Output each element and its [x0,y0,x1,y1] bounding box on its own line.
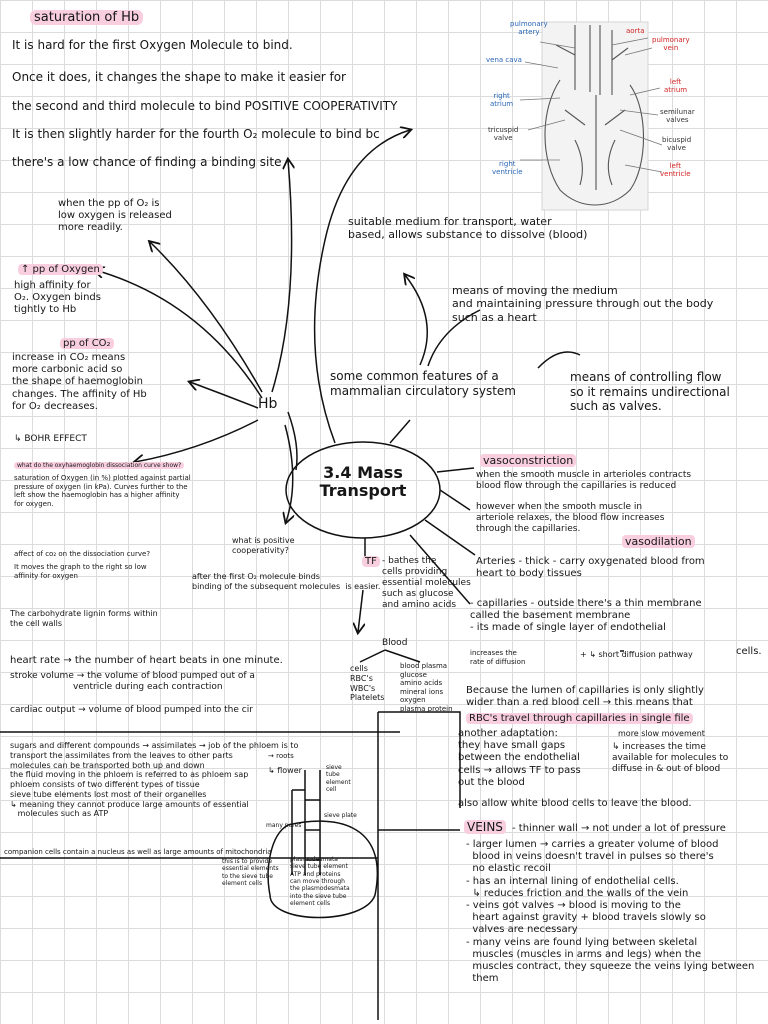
label-tricuspid-valve: tricuspid valve [488,126,519,143]
hb-arrow-saturation [272,160,292,392]
common-to-controlling [538,352,580,368]
vaso-text-1: when the smooth muscle in arterioles contracts blood flow through the capillaries is reduced [476,470,692,491]
center-title: 3.4 Mass Transport [319,463,407,501]
center-to-vaso2 [440,490,470,510]
saturation-line-2: Once it does, it changes the shape to make it easier for [12,70,346,84]
blood-cells: cells RBC's WBC's Platelets [350,664,385,703]
hb-arrow-pp-low [150,242,262,392]
capillary-adaptation: another adaptation: they have small gaps between the endothelial cells → allows TF to pass out the blood [458,728,581,788]
vaso-heading [480,454,576,467]
veins-head: VEINS [464,820,506,834]
saturation-line-5: there's a low chance of finding a binding site [12,155,282,169]
pp-high-text: high affinity for O₂. Oxygen binds tightly to Hb [14,280,101,316]
saturation-line-4: It is then slightly harder for the fourth O₂ molecule to bind bc [12,127,380,141]
tf-block [362,556,380,568]
capillary-increases-time: ↳ increases the time available for molecules to diffuse in & out of blood [612,742,729,774]
common-to-medium [405,275,427,365]
blood-label: Blood [382,638,408,648]
capillary-slow: more slow movement [618,729,705,738]
saturation-line-3: the second and third molecule to bind POSITIVE COOPERATIVITY [12,99,398,113]
tf-head: TF [362,556,380,567]
pp-co2-text: increase in CO₂ means more carbonic acid so the shape of haemoglobin changes. The affinity of Hb for O₂ decreases. [12,352,147,412]
curve-answer: saturation of Oxygen (in %) plotted against partial pressure of oxygen (in kPa). Curves further to the left show the haemoglobin has a higher affinity for oxygen. [14,474,191,508]
bohr-effect: ↳ BOHR EFFECT [14,434,87,444]
capillary-wbc: also allow white blood cells to leave the blood. [458,798,692,809]
vasodilation-label [622,535,695,548]
phloem-sieve-label: sieve tube element cell [326,764,351,793]
phloem-companion-note: this is to provide essential elements to the sieve tube element cells [222,858,279,887]
vasodilation-text: vasodilation [622,535,695,548]
phloem-sieve-plate: sieve plate [324,812,357,819]
heading [30,10,143,26]
heading-text: saturation of Hb [30,10,143,25]
lignin-text: The carbohydrate lignin forms within the cell walls [10,609,158,628]
label-aorta: aorta [626,27,645,35]
veins-heading [464,820,506,835]
label-right-ventricle: right ventricle [492,160,523,177]
curve-question [14,462,184,469]
phloem-pores: many pores [266,822,302,829]
center-to-arteries [425,520,475,555]
center-to-vaso [437,468,474,472]
vaso-text-2: however when the smooth muscle in arteriole relaxes, the blood flow increases through the capillaries. [476,502,665,534]
label-left-ventricle: left ventricle [660,162,691,179]
blood-branch-h [378,712,460,808]
cardiac-output-text: cardiac output → volume of blood pumped into the cir [10,705,253,715]
phloem-roots: → roots [268,752,294,760]
increases-diffusion: increases the rate of diffusion [470,649,526,666]
heart-diagram [542,22,648,210]
phloem-flower: ↳ flower [268,766,302,775]
veins-body: - larger lumen → carries a greater volume of blood blood in veins doesn't travel in pulses so there's no elastic recoil - has an internal lining of endothelial cells. ↳ reduces friction and the walls of the vein - veins got valves → blood is moving to the heart against gravity + blood travels slowly so valves are necessary - many veins are found lying between skeletal muscles (muscles in arms and legs) when the muscles contract, they squeeze the veins lying between them [466,839,755,985]
arteries-text: Arteries - thick - carry oxygenated blood from heart to body tissues [476,556,705,580]
capillary-rbc-text: RBC's travel through capillaries in single file [466,713,693,724]
coop-question: what is positive cooperativity? [232,536,295,555]
short-pathway: + ↳ short diffusion pathway [580,650,693,659]
capillaries-text: - capillaries - outside there's a thin membrane called the basement membrane - its made of single layer of endothelial [470,598,702,634]
hb-arrow-pp-co2 [190,382,258,408]
capillary-because: Because the lumen of capillaries is only slightly wider than a red blood cell → this means that [466,685,704,709]
hb-arrow-curve [135,420,258,462]
saturation-line-1: It is hard for the first Oxygen Molecule to bind. [12,38,293,52]
blood-plasma: blood plasma glucose amino acids mineral ions oxygen plasma protein [400,662,453,713]
pp-co2-head: pp of CO₂ [60,338,114,349]
veins-intro: - thinner wall → not under a lot of pressure [512,823,726,834]
phloem-plasmodesmata: plasmodesmata sieve tube element ATP and proteins can move through the plasmodesmata into the sieve tube element cells [290,856,350,907]
label-semilunar-valves: semilunar valves [660,108,695,125]
tf-to-blood [358,590,363,632]
feature-controlling: means of controlling flow so it remains undirectional such as valves. [570,370,730,414]
pp-high-heading [18,264,103,276]
label-pulmonary-vein: pulmonary vein [652,36,690,53]
heart-rate-text: heart rate → the number of heart beats in one minute. [10,655,283,666]
feature-common: some common features of a mammalian circulatory system [330,369,516,398]
label-bicuspid-valve: bicuspid valve [662,136,692,153]
curve-question-text: what do the oxyhaemoglobin dissociation curve show? [14,462,184,469]
pp-high-head: ↑ pp of Oxygen [18,264,103,275]
blood-tree [360,650,420,662]
capillaries-end: cells. [736,646,762,657]
label-left-atrium: left atrium [664,78,688,95]
pp-low-text: when the pp of O₂ is low oxygen is released more readily. [58,198,172,234]
vaso-head: vasoconstriction [480,454,576,467]
tf-text: - bathes the cells providing essential molecules such as glucose and amino acids [382,556,471,610]
stroke-volume-text: stroke volume → the volume of blood pumped out of a ventricle during each contraction [10,671,255,692]
label-right-atrium: right atrium [490,92,514,109]
hb-label: Hb [258,396,278,412]
co2-answer: It moves the graph to the right so low affinity for oxygen [14,563,147,580]
coop-answer: after the first O₂ molecule binds binding of the subsequent molecules is easier. [192,572,381,591]
phloem-text: sugars and different compounds → assimilates → job of the phloem is to transport the assimilates from the leaves to other parts molecules can be transported both up and down the fluid moving in the phloem is referred to as phloem sap phloem consists of two different types of tissue sieve tube elements lost most of their organelles ↳ meaning they cannot produce large amounts of essential molecules such as ATP [10,741,299,819]
feature-moving: means of moving the medium and maintaining pressure through out the body such as a heart [452,284,714,324]
center-to-common [390,420,410,443]
pp-co2-heading [60,338,114,350]
capillary-rbc [466,713,693,725]
feature-medium: suitable medium for transport, water based, allows substance to dissolve (blood) [348,215,588,242]
co2-question: affect of co₂ on the dissociation curve? [14,550,151,558]
label-pulmonary-artery: pulmonary artery [510,20,548,37]
phloem-companion: companion cells contain a nucleus as well as large amounts of mitochondria [4,848,272,856]
label-vena-cava: vena cava [486,56,522,64]
